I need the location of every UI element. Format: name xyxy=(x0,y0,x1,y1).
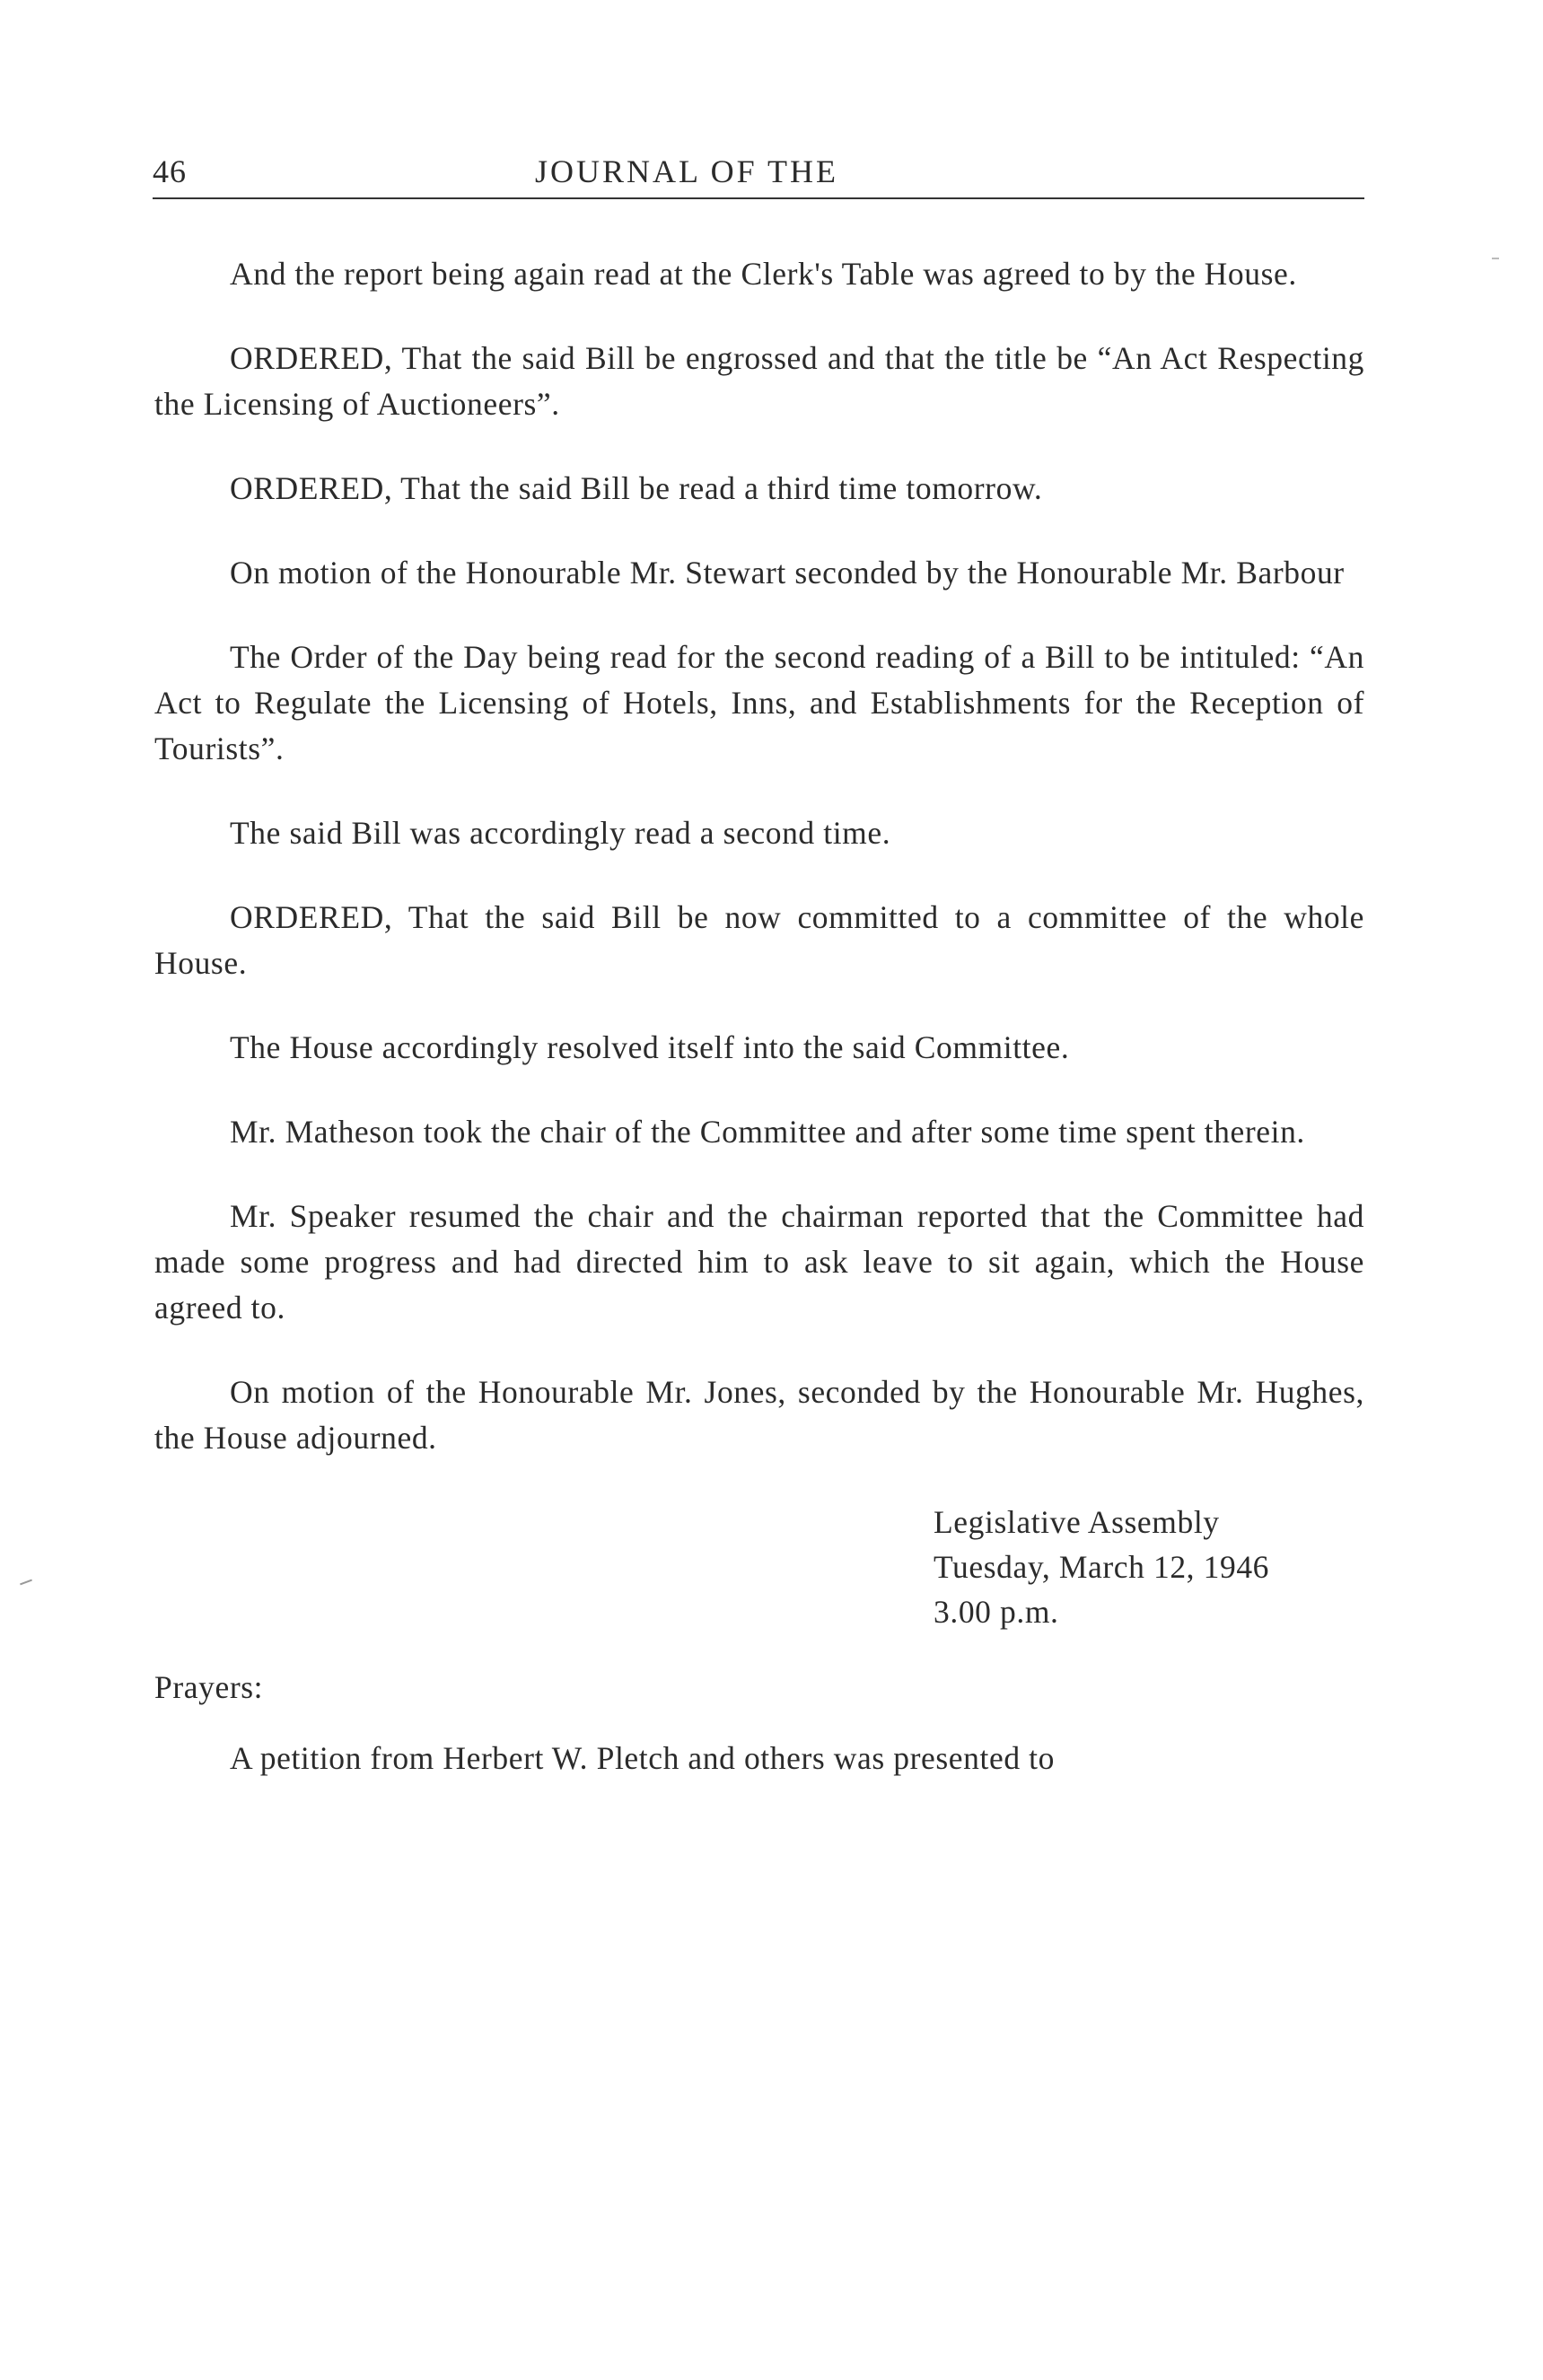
paragraph-matheson-chair: Mr. Matheson took the chair of the Committee and after some time spent therein. xyxy=(230,1114,1305,1150)
paragraph-motion-jones-adjourned: On motion of the Honourable Mr. Jones, seconded by the Honourable Mr. Hughes, the House adjourned. xyxy=(154,1374,1364,1456)
paragraph-petition: A petition from Herbert W. Pletch and others was presented to xyxy=(230,1740,1055,1776)
sitting-time: 3.00 p.m. xyxy=(934,1594,1059,1630)
prayers-label: Prayers: xyxy=(154,1669,264,1705)
paragraph-second-reading: The said Bill was accordingly read a second time. xyxy=(230,815,891,851)
scan-speck xyxy=(1492,258,1499,259)
page-header xyxy=(153,153,1364,199)
scan-speck xyxy=(20,1579,32,1586)
paragraph-ordered-third-reading: ORDERED, That the said Bill be read a third time tomorrow. xyxy=(230,470,1043,506)
paragraph-order-of-day: The Order of the Day being read for the second reading of a Bill to be intituled: “An Act to Regulate the Licensing of Hotels, Inns, and Establishments for the Reception of Tourists”. xyxy=(154,639,1364,766)
sitting-body: Legislative Assembly xyxy=(934,1504,1220,1540)
running-head: JOURNAL OF THE xyxy=(534,153,838,189)
sitting-heading xyxy=(934,1500,1364,1634)
journal-body xyxy=(154,251,1364,1781)
paragraph-ordered-engrossed: ORDERED, That the said Bill be engrossed and that the title be “An Act Respecting the Licensing of Auctioneers”. xyxy=(154,340,1364,422)
sitting-date: Tuesday, March 12, 1946 xyxy=(934,1549,1270,1585)
paragraph-report-agreed: And the report being again read at the Clerk's Table was agreed to by the House. xyxy=(230,256,1297,292)
paragraph-ordered-committed: ORDERED, That the said Bill be now committed to a committee of the whole House. xyxy=(154,899,1364,981)
paragraph-speaker-resumed: Mr. Speaker resumed the chair and the chairman reported that the Committee had made some progress and had directed him to ask leave to sit again, which the House agreed to. xyxy=(154,1198,1364,1326)
page-number: 46 xyxy=(153,153,187,189)
paragraph-motion-stewart: On motion of the Honourable Mr. Stewart seconded by the Honourable Mr. Barbour xyxy=(230,555,1345,591)
paragraph-house-resolved: The House accordingly resolved itself into the said Committee. xyxy=(230,1029,1070,1065)
